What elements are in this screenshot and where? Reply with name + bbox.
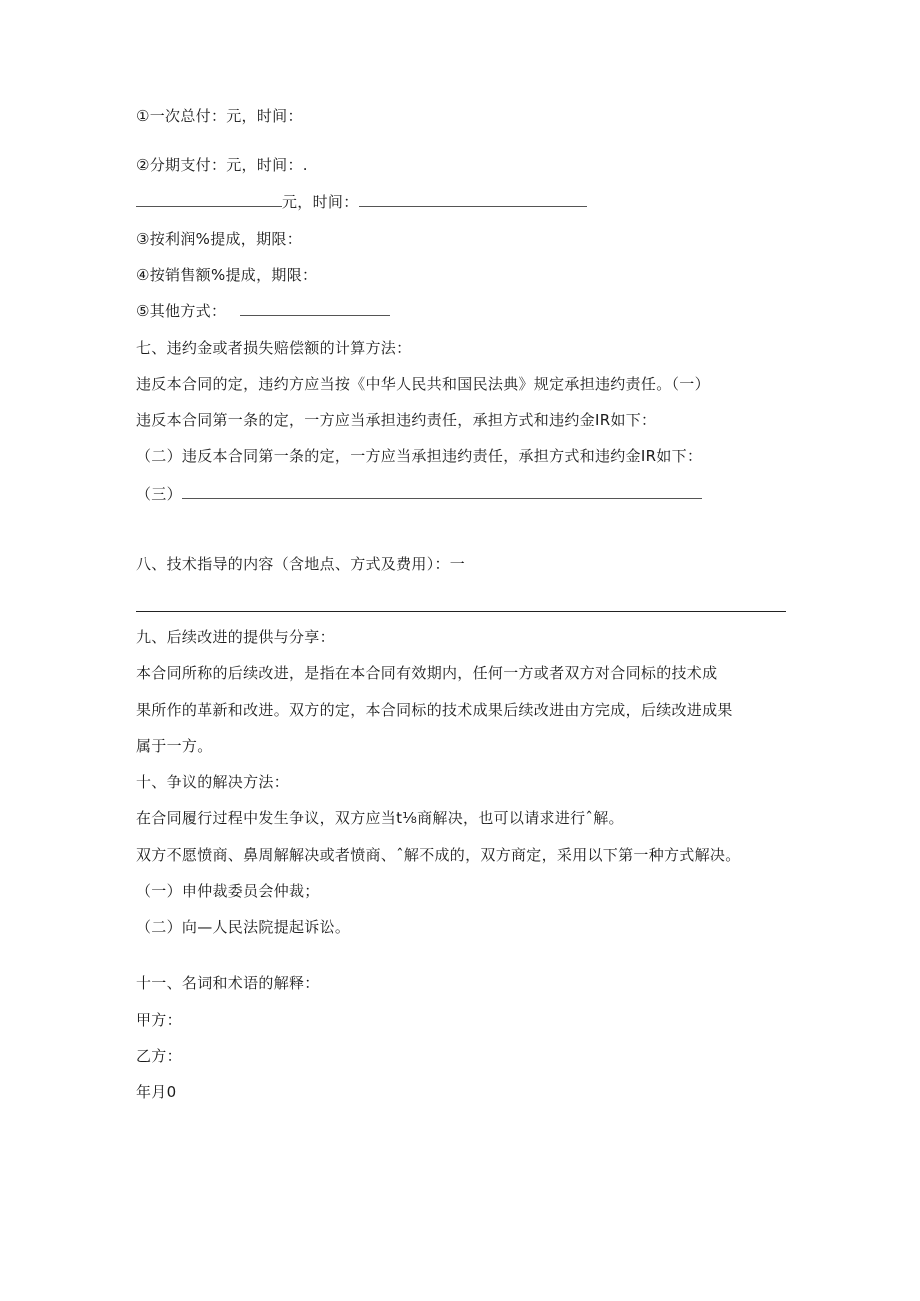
section-9-line-1: 本合同所称的后续改进，是指在本合同有效期内，任何一方或者双方对合同标的技术成 (136, 664, 718, 682)
section-7-line-2: 违反本合同第一条的定，一方应当承担违约责任，承担方式和违约金IR如下： (136, 411, 657, 429)
payment-option-1: ①一次总付：元，时间： (136, 107, 303, 125)
payment-option-2-continued (136, 192, 587, 212)
time-blank (359, 192, 587, 207)
amount-blank (136, 192, 282, 207)
amount-unit-time-label: 元，时间： (282, 193, 359, 211)
section-8-heading: 八、技术指导的内容（含地点、方式及费用）：一 (136, 555, 466, 573)
section-11-heading: 十一、名词和术语的解释： (136, 974, 320, 992)
section-9-heading: 九、后续改进的提供与分享： (136, 628, 335, 646)
party-a-label: 甲方： (136, 1011, 182, 1029)
section-9-line-3: 属于一方。 (136, 737, 213, 755)
section-7-heading: 七、违约金或者损失赔偿额的计算方法： (136, 339, 412, 357)
section-10-line-3: （一）申仲裁委员会仲裁； (136, 882, 320, 900)
payment-option-5 (136, 301, 390, 321)
payment-option-4: ④按销售额%提成，期限： (136, 266, 318, 284)
party-b-label: 乙方： (136, 1047, 182, 1065)
section-7-line-1: 违反本合同的定，违约方应当按《中华人民共和国民法典》规定承担违约责任。（一） (136, 375, 710, 393)
date-label: 年月0 (136, 1083, 177, 1101)
item-3-label: （三） (136, 485, 182, 503)
section-10-line-4: （二）向—人民法院提起诉讼。 (136, 918, 351, 936)
section-9-line-2: 果所作的革新和改进。双方的定，本合同标的技术成果后续改进由方完成，后续改进成果 (136, 701, 733, 719)
section-10-heading: 十、争议的解决方法： (136, 773, 290, 791)
payment-option-3: ③按利润%提成，期限： (136, 230, 303, 248)
payment-option-5-label: ⑤其他方式： (136, 302, 227, 320)
item-3-blank (182, 484, 702, 499)
section-10-line-1: 在合同履行过程中发生争议，双方应当t⅛商解决，也可以请求进行ˆ解。 (136, 809, 624, 827)
section-10-line-2: 双方不愿愤商、鼻周解解决或者愤商、ˆ解不成的，双方商定，采用以下第一种方式解决。 (136, 846, 741, 864)
section-7-line-4 (136, 484, 702, 504)
section-7-line-3: （二）违反本合同第一条的定，一方应当承担违约责任，承担方式和违约金IR如下： (136, 447, 703, 465)
section-8-fill-line (136, 611, 786, 612)
payment-option-2: ②分期支付：元，时间：. (136, 156, 308, 174)
other-method-blank (240, 301, 390, 316)
